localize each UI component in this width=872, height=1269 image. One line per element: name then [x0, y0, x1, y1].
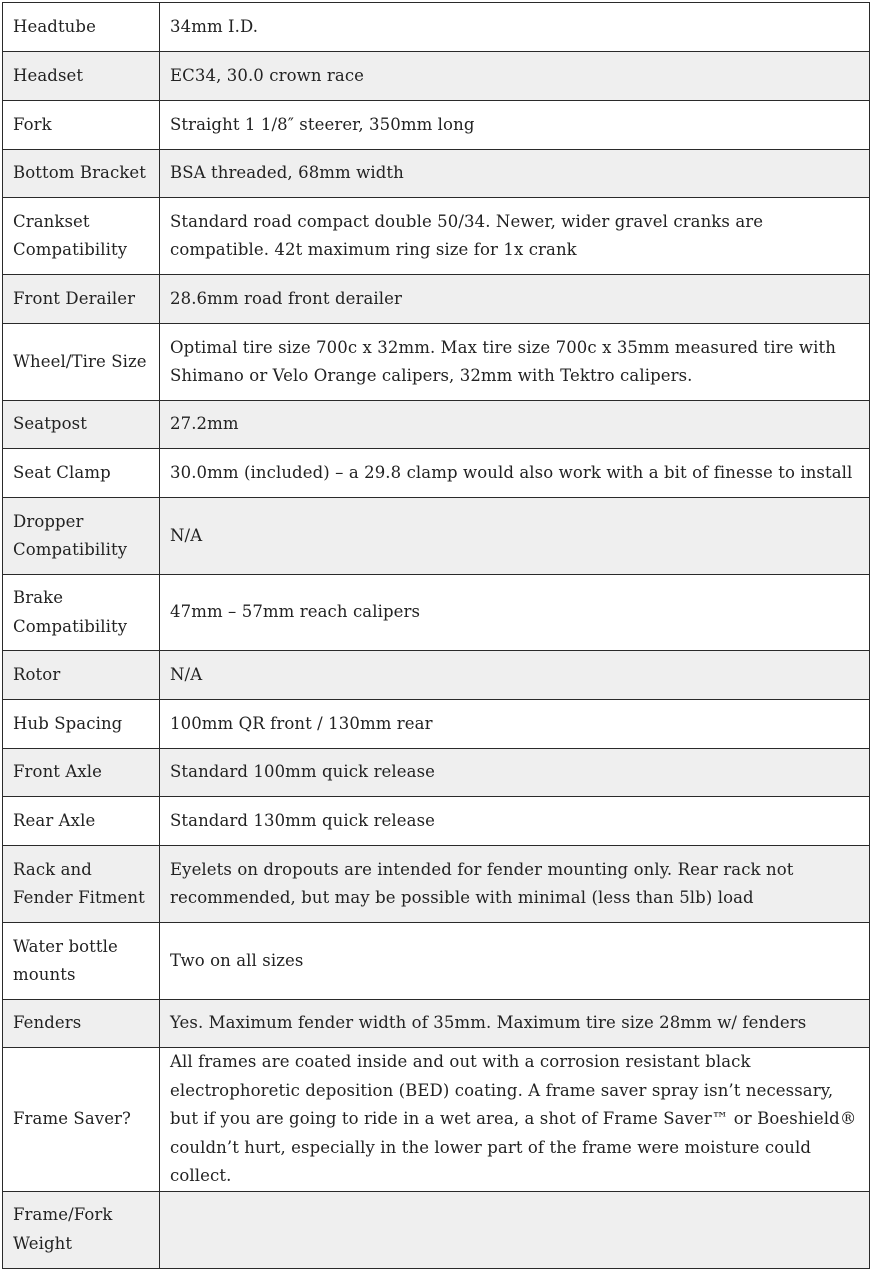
spec-value: Standard road compact double 50/34. Newer, wider gravel cranks are compatible. 42t maximum ring size for 1x crank	[160, 198, 870, 275]
spec-label: Brake Compatibility	[3, 575, 160, 651]
spec-row-seatpost	[3, 401, 870, 449]
spec-label: Frame Saver?	[3, 1048, 160, 1192]
spec-value: Eyelets on dropouts are intended for fender mounting only. Rear rack not recommended, but may be possible with minimal (less than 5lb) load	[160, 846, 870, 923]
spec-label: Seat Clamp	[3, 449, 160, 498]
spec-value: BSA threaded, 68mm width	[160, 150, 870, 198]
spec-label: Rotor	[3, 651, 160, 700]
spec-value: Standard 100mm quick release	[160, 749, 870, 797]
spec-value: Straight 1 1/8″ steerer, 350mm long	[160, 101, 870, 150]
spec-label: Water bottle mounts	[3, 923, 160, 1000]
spec-row-wheel-tire	[3, 324, 870, 401]
spec-value: All frames are coated inside and out with a corrosion resistant black electrophoretic deposition (BED) coating. A frame saver spray isn’t necessary, but if you are going to ride in a wet area, a shot of Frame Saver™ or Boeshield® couldn’t hurt, especially in the lower part of the frame were moisture could collect.	[160, 1048, 870, 1192]
specs-table	[2, 2, 870, 1269]
spec-row-rack-fender	[3, 846, 870, 923]
spec-label: Hub Spacing	[3, 700, 160, 749]
spec-label: Front Derailer	[3, 275, 160, 324]
spec-row-seat-clamp	[3, 449, 870, 498]
spec-label: Seatpost	[3, 401, 160, 449]
spec-value: Two on all sizes	[160, 923, 870, 1000]
spec-label: Rack and Fender Fitment	[3, 846, 160, 923]
spec-row-frame-saver	[3, 1048, 870, 1192]
spec-row-weight	[3, 1191, 870, 1268]
spec-row-front-axle	[3, 749, 870, 797]
spec-row-rear-axle	[3, 797, 870, 846]
spec-value: Optimal tire size 700c x 32mm. Max tire size 700c x 35mm measured tire with Shimano or Velo Orange calipers, 32mm with Tektro calipers.	[160, 324, 870, 401]
spec-row-headset	[3, 52, 870, 101]
spec-value	[160, 1191, 870, 1268]
spec-value: 30.0mm (included) – a 29.8 clamp would also work with a bit of finesse to install	[160, 449, 870, 498]
spec-value: Standard 130mm quick release	[160, 797, 870, 846]
spec-value: Yes. Maximum fender width of 35mm. Maximum tire size 28mm w/ fenders	[160, 1000, 870, 1048]
spec-row-brake	[3, 575, 870, 651]
spec-row-hub-spacing	[3, 700, 870, 749]
spec-row-fenders	[3, 1000, 870, 1048]
spec-label: Crankset Compatibility	[3, 198, 160, 275]
spec-value: 100mm QR front / 130mm rear	[160, 700, 870, 749]
spec-value: N/A	[160, 498, 870, 575]
spec-label: Rear Axle	[3, 797, 160, 846]
spec-row-fork	[3, 101, 870, 150]
spec-value: 27.2mm	[160, 401, 870, 449]
spec-value: EC34, 30.0 crown race	[160, 52, 870, 101]
spec-label: Wheel/Tire Size	[3, 324, 160, 401]
spec-row-crankset	[3, 198, 870, 275]
spec-value: 28.6mm road front derailer	[160, 275, 870, 324]
spec-label: Fenders	[3, 1000, 160, 1048]
spec-label: Dropper Compatibility	[3, 498, 160, 575]
spec-label: Headtube	[3, 3, 160, 52]
spec-value: 47mm – 57mm reach calipers	[160, 575, 870, 651]
spec-label: Headset	[3, 52, 160, 101]
spec-label: Front Axle	[3, 749, 160, 797]
spec-row-rotor	[3, 651, 870, 700]
spec-row-bottom-bracket	[3, 150, 870, 198]
spec-value: N/A	[160, 651, 870, 700]
spec-row-water-bottle	[3, 923, 870, 1000]
spec-value: 34mm I.D.	[160, 3, 870, 52]
spec-row-dropper	[3, 498, 870, 575]
spec-label: Fork	[3, 101, 160, 150]
spec-label: Bottom Bracket	[3, 150, 160, 198]
spec-row-headtube	[3, 3, 870, 52]
spec-label: Frame/Fork Weight	[3, 1191, 160, 1268]
spec-row-front-derailer	[3, 275, 870, 324]
